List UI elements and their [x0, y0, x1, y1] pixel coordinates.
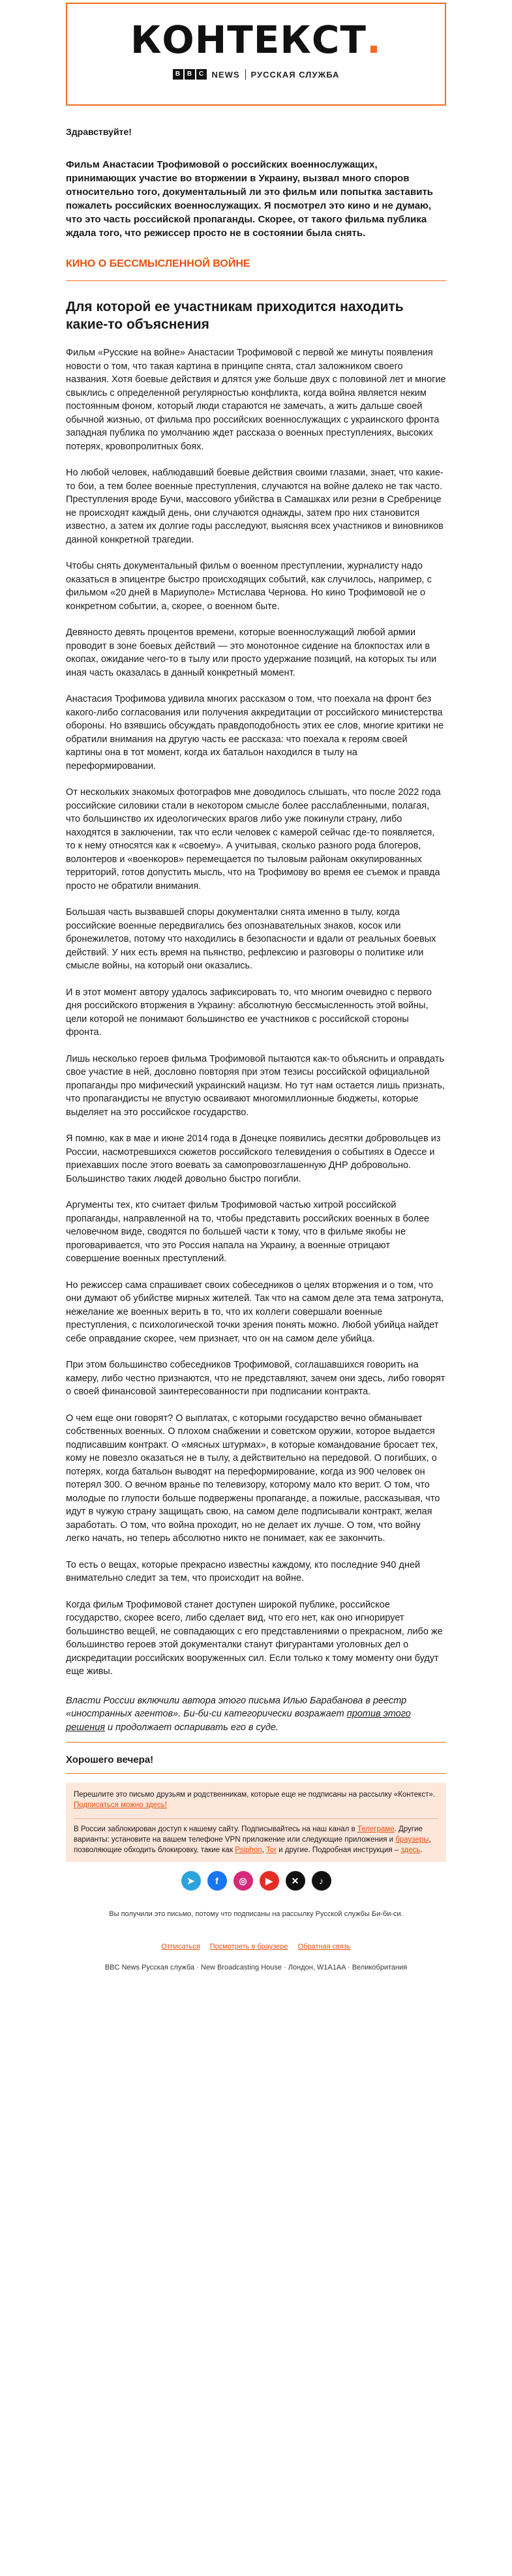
browsers-link[interactable]: браузеры	[395, 1836, 429, 1844]
footer-links	[66, 1943, 446, 1951]
greeting: Здравствуйте!	[66, 127, 132, 137]
blocked-info	[74, 1818, 438, 1855]
feedback-link[interactable]: Обратная связь	[297, 1943, 351, 1951]
article-paragraph: От нескольких знакомых фотографов мне доводилось слышать, что после 2022 года российские силовики стали в некотором смысле более расслабленными, полагая, что большинство их идеологических врагов либо уже покинули страну, либо находятся в заключении, так что если человек с камерой сейчас где-то появляется, то к нему относятся как к «своему». А учитывая, сколько разного рода блогеров, волонтеров и «военкоров» перемещается по тыловым районам оккупированных территорий, готов допустить мысль, что на Трофимову во время ее съемок и правда просто не обратили внимания.	[66, 787, 441, 891]
blocked-text: .	[420, 1846, 423, 1854]
postal-address: BBC News Русская служба · New Broadcasting House · Лондон, W1A1AA · Великобритания	[104, 1964, 408, 1971]
tor-link[interactable]: Tor	[265, 1846, 277, 1854]
forward-block	[74, 1790, 438, 1810]
bbc-letter: C	[196, 69, 207, 80]
subscription-note: Вы получили это письмо, потому что подписаны на рассылку Русской службы Би-би-си.	[109, 1910, 403, 1918]
x-icon[interactable]: ✕	[286, 1871, 305, 1891]
facebook-icon[interactable]: f	[207, 1871, 227, 1891]
article-paragraph: Большая часть вызвавшей споры документалки снята именно в тылу, когда российские военные передвигались без опознавательных знаков, косок или бронежилетов, потому что находились в безопасности и вдали от реальных боевых действий. У них есть время на пьянство, рефлексию и разговоры о политике или смысле войны, на который они оказались.	[66, 907, 436, 971]
article-paragraph: О чем еще они говорят? О выплатах, с которыми государство вечно обманывает собственных военных. О плохом снабжении и советском оружии, которое выдается подписавшим контракт. О «мясных штурмах», в которые командование бросает тех, кому не повезло оказаться не в тылу, а действительно на передовой. О погибших, о потерях, когда батальон выводят на переформирование, когда из 900 человек он потерял 300. О вечном вранье по телевизору, которому мало кто верит. О том, что молодые по глупости больше подвержены пропаганде, а пожилые, рассказывая, что идут в чужую страну защищать свою, на самом деле подписывали контракт, желая заработать. О том, что война проходит, но не делает их лучше. О том, что войну легко начать, но теперь абсолютно никто не понимает, как ее закончить.	[66, 1413, 440, 1544]
youtube-icon[interactable]: ▶	[260, 1871, 279, 1891]
article-paragraph: То есть о вещах, которые прекрасно известны каждому, кто последние 940 дней внимательно следит за тем, что происходит на войне.	[66, 1559, 421, 1583]
logo-dot: .	[366, 18, 382, 62]
section-title: КИНО О БЕССМЫСЛЕННОЙ ВОЙНЕ	[66, 258, 250, 269]
info-box	[66, 1783, 446, 1862]
disclaimer-text-end: и продолжает оспаривать его в суде.	[105, 1722, 279, 1733]
article-paragraph: Чтобы снять документальный фильм о военном преступлении, журналисту надо оказаться в эпицентре быстро происходящих событий, как случилось, например, с фильмом «20 дней в Мариуполе» Мстислава Чернова. Но кино Трофимовой не о конкретном событии, а, скорее, о военном быте.	[66, 561, 432, 612]
logo-divider	[245, 69, 246, 80]
article-paragraph: Но любой человек, наблюдавший боевые действия своими глазами, знает, что какие-то бои, а тем более военные преступления, случаются на войне далеко не так часто. Преступления вроде Бучи, массового убийства в Самашках или резни в Сребренице не происходят каждый день, они случаются однажды, затем про них становится известно, а затем их долгие годы расследуют, выясняя всех участников и виновников данной конкретной трагедии.	[66, 468, 444, 545]
disclaimer-text: Власти России включили автора этого письма Илью Барабанова в реестр «иностранных агентов». Би-би-си категорически возражает	[66, 1695, 407, 1719]
subscribe-link[interactable]: Подписаться можно здесь!	[74, 1801, 167, 1809]
article-paragraph: При этом большинство собеседников Трофимовой, соглашавшихся говорить на камеру, либо честно признаются, что не представляют, зачем они здесь, либо говорят о своей финансовой заинтересованности при подписании контракта.	[66, 1360, 445, 1397]
article-paragraph: Когда фильм Трофимовой станет доступен широкой публике, российское государство, скорее всего, либо сделает вид, что его нет, как оно игнорирует большинство вещей, не совпадающих с его представлениями о прекрасном, либо же большинство героев этой документалки станут фигурантами уголовных дел о дискредитации российских вооруженных сил. Если только к тому моменту они будут еще живы.	[66, 1599, 443, 1677]
service-label: РУССКАЯ СЛУЖБА	[250, 69, 340, 80]
forward-text: Перешлите это письмо друзьям и родственникам, которые еще не подписаны на рассылку «Контекст».	[74, 1791, 435, 1799]
newsletter-header	[66, 3, 446, 106]
article-title: Для которой ее участникам приходится находить какие-то объяснения	[66, 299, 404, 332]
blocked-text: , позволяющие обходить блокировку, такие как	[74, 1836, 431, 1854]
article-paragraph: Но режиссер сама спрашивает своих собеседников о целях вторжения и о том, что они думают об убийстве мирных жителей. Так что на самом деле эта тема затронута, нежелание же военных верить в то, что их коллеги совершали военные преступления, с психологической точки зрения понять можно. Любой убийца найдет себе оправдание скорее, чем признает, что он на самом деле убийца.	[66, 1280, 444, 1344]
unsubscribe-link[interactable]: Отписаться	[161, 1943, 200, 1951]
farewell: Хорошего вечера!	[66, 1754, 154, 1765]
article-paragraph: Фильм «Русские на войне» Анастасии Трофимовой с первой же минуты появления новости о том, что такая картина в принципе снята, стал заложником своего названия. Хотя боевые действия и длятся уже больше двух с половиной лет и многие свыклись с определенной регулярностью конфликта, когда война является неким постоянным фоном, который люди стараются не замечать, а жить дальше своей обычной жизнью, от фильма про российских военнослужащих с украинского фронта западная публика по умолчанию ждет рассказа о военных преступлениях, высоких потерях, кровопролитных боях.	[66, 348, 446, 452]
divider	[66, 1742, 446, 1743]
instructions-link[interactable]: здесь	[400, 1846, 421, 1854]
blocked-text: и другие. Подробная инструкция –	[276, 1846, 401, 1854]
kontekst-logo[interactable]	[67, 17, 445, 63]
lead-paragraph: Фильм Анастасии Трофимовой о российских военнослужащих, принимающих участие во вторжении в Украину, вызвал много споров относительно того, документальный ли это фильм или попытка заставить пожалеть российских военнослужащих. Я посмотрел это кино и не думаю, что это часть российской пропаганды. Скорее, от такого фильма публика ждала того, что режиссер просто не в состоянии была снять.	[66, 159, 434, 239]
article-paragraph: Анастасия Трофимова удивила многих рассказом о том, что поехала на фронт без какого-либо согласования или получения аккредитации от российского министерства обороны. Но взявшись обсуждать правдоподобность этих ее слов, многие критики не обратили внимания на другую часть ее рассказа: что поехала к героям своей картины она в тот момент, когда их батальон находился в тылу на переформировании.	[66, 694, 444, 771]
telegram-icon[interactable]: ➤	[181, 1871, 201, 1891]
article-paragraph: Я помню, как в мае и июне 2014 года в Донецке появились десятки добровольцев из России, насмотревшихся сюжетов российского телевидения о событиях в Одессе и приехавших после этого воевать за самопровозглашенную ДНР добровольно. Большинство таких людей довольно быстро погибли.	[66, 1133, 441, 1184]
social-links	[66, 1871, 446, 1891]
article-paragraph: И в этот момент автору удалось зафиксировать то, что многим очевидно с первого дня российского вторжения в Украину: абсолютную бессмысленность этой войны, цели которой не понимают большинство ее участников с российской стороны фронта.	[66, 987, 432, 1038]
bbc-letter: B	[173, 69, 183, 80]
tiktok-icon[interactable]: ♪	[312, 1871, 331, 1891]
article-paragraph: Девяносто девять процентов времени, которые военнослужащий любой армии проводит в зоне боевых действий — это монотонное сидение на блокпостах или в окопах, ожидание чего-то в тылу или просто удержание позиций, на которых ты или иная часть оказалась в данный конкретный момент.	[66, 627, 437, 678]
article-paragraph: Лишь несколько героев фильма Трофимовой пытаются как-то объяснить и оправдать свое участие в ней, дословно повторяя при этом тезисы российской официальной пропаганды про мифический украинский нацизм. Но тут нам остается лишь признать, что пропагандисты не впустую осваивают многомиллионные бюджеты, которые выделяет на это российское государство.	[66, 1053, 445, 1118]
view-in-browser-link[interactable]: Посмотреть в браузере	[209, 1943, 288, 1951]
bbc-russian-logo[interactable]	[67, 69, 445, 80]
disclaimer-link[interactable]: против этого решения	[66, 1709, 411, 1733]
bbc-letter: B	[185, 69, 195, 80]
blocked-text: . Другие варианты: установите на вашем телефоне VPN приложение или следующие приложения и	[74, 1825, 423, 1844]
article-paragraph: Аргументы тех, кто считает фильм Трофимовой частью хитрой российской пропаганды, направленной на то, чтобы представить российских военных в более человечном виде, сводятся по большей части к тому, что в фильме якобы не проговаривается, что это Россия напала на Украину, а военные отрицают совершение военных преступлений.	[66, 1200, 430, 1264]
blocked-text: В России заблокирован доступ к нашему сайту. Подписывайтесь на наш канал в	[74, 1825, 357, 1833]
news-label: NEWS	[211, 69, 240, 80]
divider	[66, 1773, 446, 1774]
telegram-link[interactable]: Телеграме	[357, 1825, 395, 1833]
psiphon-link[interactable]: Psiphon	[235, 1846, 262, 1854]
divider	[66, 280, 446, 281]
instagram-icon[interactable]: ◎	[233, 1871, 253, 1891]
blocked-text: ,	[262, 1846, 266, 1854]
foreign-agent-disclaimer	[66, 1694, 446, 1735]
logo-text: КОНТЕКСТ	[130, 18, 367, 62]
